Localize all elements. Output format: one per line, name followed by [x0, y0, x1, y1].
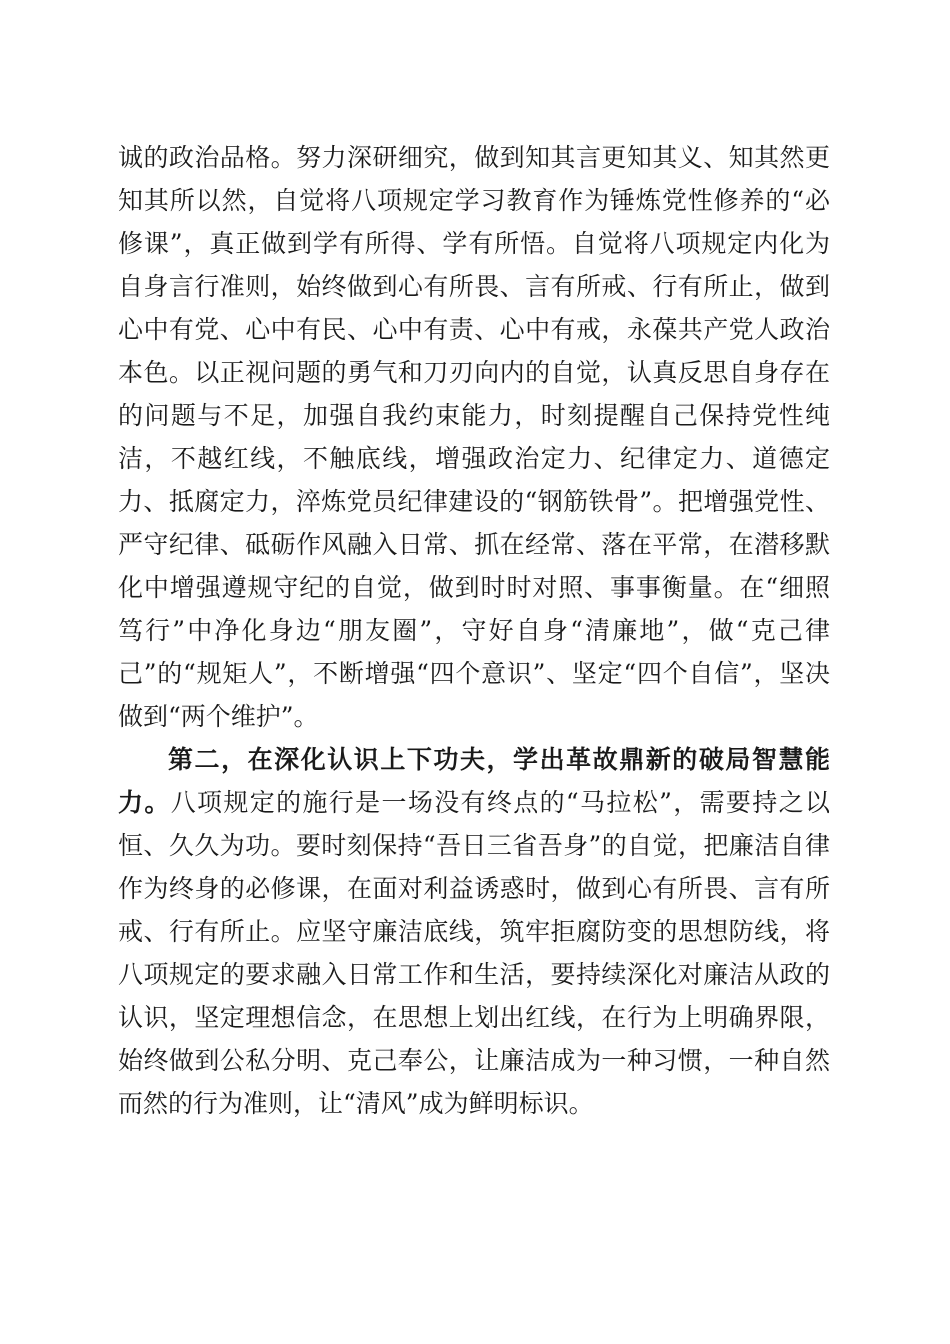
- paragraph-text: 八项规定的施行是一场没有终点的“马拉松”，需要持之以恒、久久为功。要时刻保持“吾日三省吾身”的自觉，把廉洁自律作为终身的必修课，在面对利益诱惑时，做到心有所畏、言有所戒、行有所止。应坚守廉洁底线，筑牢拒腐防变的思想防线，将八项规定的要求融入日常工作和生活，要持续深化对廉洁从政的认识，坚定理想信念，在思想上划出红线，在行为上明确界限，始终做到公私分明、克己奉公，让廉洁成为一种习惯，一种自然而然的行为准则，让“清风”成为鲜明标识。: [118, 788, 830, 1118]
- paragraph-text: 诚的政治品格。努力深研细究，做到知其言更知其义、知其然更知其所以然，自觉将八项规定学习教育作为锤炼党性修养的“必修课”，真正做到学有所得、学有所悟。自觉将八项规定内化为自身言行准则，始终做到心有所畏、言有所戒、行有所止，做到心中有党、心中有民、心中有责、心中有戒，永葆共产党人政治本色。以正视问题的勇气和刀刃向内的自觉，认真反思自身存在的问题与不足，加强自我约束能力，时刻提醒自己保持党性纯洁，不越红线，不触底线，增强政治定力、纪律定力、道德定力、抵腐定力，淬炼党员纪律建设的“钢筋铁骨”。把增强党性、严守纪律、砥砺作风融入日常、抓在经常、落在平常，在潜移默化中增强遵规守纪的自觉，做到时时对照、事事衡量。在“细照笃行”中净化身边“朋友圈”，守好自身“清廉地”，做“克己律己”的“规矩人”，不断增强“四个意识”、坚定“四个自信”，坚决做到“两个维护”。: [118, 143, 830, 731]
- paragraph-second-point: [118, 738, 830, 1125]
- document-body: [118, 136, 830, 1125]
- paragraph-continuation: [118, 136, 830, 738]
- paragraph-heading: 第二，在深化认识上下功夫，学出革故鼎新的破局智慧能力。: [118, 745, 830, 817]
